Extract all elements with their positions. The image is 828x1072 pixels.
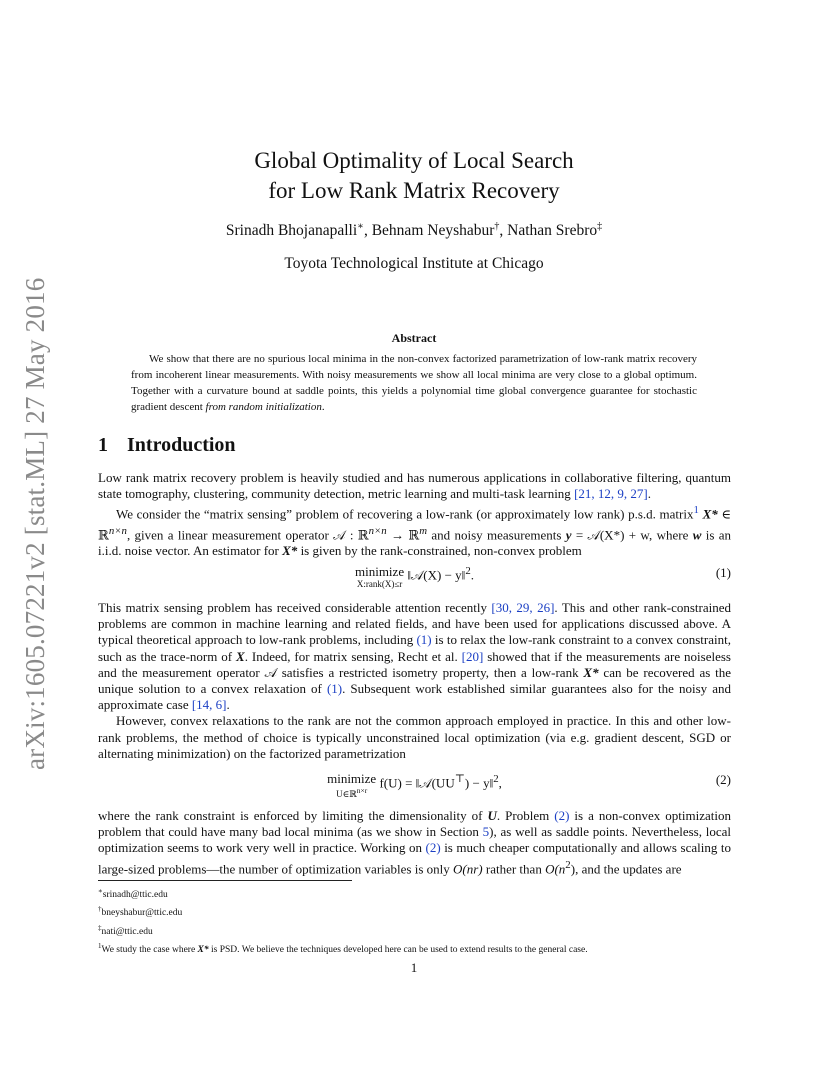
paragraph: However, convex relaxations to the rank are not the common approach employed in practice. In this and other low-rank problems, the method of choice is typically unconstrained local optimization (via e.g. gradient descent, SGD or alternating minimization) on the factorized parametrization [98, 713, 731, 761]
footnote: †bneyshabur@ttic.edu [98, 905, 183, 919]
section-ref-link[interactable]: 5 [482, 824, 490, 840]
intro-text-block-2 [98, 600, 731, 762]
equation-ref-link[interactable]: (1) [416, 632, 432, 648]
paper-title-line-2: for Low Rank Matrix Recovery [268, 178, 560, 203]
paper-title-line-1: Global Optimality of Local Search [254, 148, 574, 173]
equation-ref-link[interactable]: (1) [326, 681, 343, 697]
intro-text-block-3 [98, 808, 731, 877]
intro-text-block-1 [98, 470, 731, 560]
paragraph: Low rank matrix recovery problem is heavily studied and has numerous applications in collaborative filtering, quantum state tomography, clustering, community detection, metric learning and multi-task learning [21, 12, 9, 27]. [98, 470, 731, 502]
equation-number: (2) [715, 772, 731, 787]
footnotes [98, 884, 731, 957]
equation-number: (1) [715, 565, 731, 580]
author-mark: † [494, 221, 500, 232]
section-title: Introduction [127, 434, 236, 456]
author-mark: ‡ [597, 221, 603, 232]
paragraph: We consider the “matrix sensing” problem of recovering a low-rank (or approximately low rank) p.s.d. matrix$^1$ X* ∈ ℝ$^{n\times n}$, given a linear measurement operator 𝒜 : ℝ$^{n\times n}$ → ℝ$^m$ and noisy measurements y = 𝒜(X*) + w, where w is an i.i.d. noise vector. An estimator for X* is given by the rank-constrained, non-convex problem [98, 504, 732, 559]
abstract-body: We show that there are no spurious local minima in the non-convex factorized parametrization of low-rank matrix recovery from incoherent linear measurements. With noisy measurements we show all local minima are very close to a global optimum. Together with a curvature bound at saddle points, this yields a polynomial time global convergence guarantee for stochastic gradient descent from random initialization. [131, 353, 697, 413]
equation-ref-link[interactable]: (2) [425, 840, 441, 856]
affiliation: Toyota Technological Institute at Chicago [284, 255, 544, 272]
footnote-rule [98, 880, 352, 881]
section-number: 1 [98, 434, 108, 456]
footnote: ∗srinadh@ttic.edu [98, 887, 168, 901]
section-heading [98, 434, 236, 457]
author-list: Srinadh Bhojanapalli∗, Behnam Neyshabur†, Nathan Srebro‡ [225, 221, 603, 240]
author-mark: ∗ [357, 221, 364, 232]
footnote-link[interactable]: 1 [693, 504, 699, 517]
paragraph: This matrix sensing problem has received considerable attention recently [30, 29, 26]. This and other rank-constrained problems are common in machine learning and related fields, and have been used for applications discussed above. A typical theoretical approach to low-rank problems, including (1) is to relax the low-rank constraint to a convex constraint, such as the trace-norm of X. Indeed, for matrix sensing, Recht et al. [20] showed that if the measurements are noiseless and the measurement operator 𝒜 satisfies a restricted isometry property, then a low-rank X* can be recovered as the unique solution to a convex relaxation of (1). Subsequent work established similar guarantees also for the noisy and approximate case [14, 6]. [98, 600, 732, 713]
author-name: Srinadh Bhojanapalli [225, 222, 358, 240]
footnote: $^1$We study the case where X* is PSD. We believe the techniques developed here can be used to extend results to the general case. [98, 942, 588, 956]
citation-link[interactable]: [30, 29, 26] [491, 600, 555, 615]
abstract-heading: Abstract [391, 331, 437, 345]
author-name: Behnam Neyshabur [371, 222, 495, 240]
citation-link[interactable]: [21, 12, 9, 27] [574, 486, 648, 502]
paper-page: arXiv:1605.07221v2 [stat.ML] 27 May 2016 Global Optimality of Local Search for Low Rank Matrix Recovery Srinadh Bhojanapalli∗, Behnam Neyshabur†, Nathan Srebro‡ Toyota Technological Institute at Chicago Abstract We show that there are no spurious local minima in the non-convex factorized parametrization of low-rank matrix recovery from incoherent linear measurements. With noisy measurements we show all local minima are very close to a global optimum. Together with a curvature bound at saddle points, this yields a polynomial time global convergence guarantee for stochastic gradient descent from random initialization. 1 Introduction Low rank matrix recovery problem is heavily studied and has numerous applications in collaborative filtering, quantum state tomography, clustering, community detection, metric learning and multi-task learning [21, 12, 9, 27]. We consider the “matrix sensing” problem of recovering a low-rank (or approximately low rank) p.s.d. matrix$^1$ X* ∈ ℝ$^{n\times n}$, given a linear measurement operator 𝒜 : ℝ$^{n\times n}$ → ℝ$^m$ and noisy measurements y = 𝒜(X*) + w, where w is an i.i.d. noise vector. An estimator for X* is given by the rank-constrained, non-convex problem minimize X:rank(X)≤r ‖𝒜(X) − y‖$^2$. (1) This matrix sensing problem has received considerable attention recently [30, 29, 26]. This and other rank-constrained problems are common in machine learning and related fields, and have been used for applications discussed above. A typical theoretical approach to low-rank problems, including (1) is to relax the low-rank constraint to a convex constraint, such as the trace-norm of X. Indeed, for matrix sensing, Recht et al. [20] showed that if the measurements are noiseless and the measurement operator 𝒜 satisfies a restricted isometry property, then a low-rank X* can be recovered as the unique solution to a convex relaxation of (1). Subsequent work established similar guarantees also for the noisy and approximate case [14, 6]. However, convex relaxations to the rank are not the common approach employed in practice. In this and other low-rank problems, the method of choice is typically unconstrained local optimization (via e.g. gradient descent, SGD or alternating minimization) on the factorized parametrization minimize U∈ℝ$^{n\times r}$ f(U) = ‖𝒜(UU⊤) − y‖$^2$, (2) where the rank constraint is enforced by limiting the dimensionality of U. Problem (2) is a non-convex optimization problem that could have many bad local minima (as we show in Section 5), as well as saddle points. Nevertheless, local optimization seems to work very well in practice. Working on (2) is much cheaper computationally and allows scaling to large-sized problems—the number of optimization variables is only O(nr) rather than $O(n^2)$, and the updates are ∗srinadh@ttic.edu †bneyshabur@ttic.edu ‡nati@ttic.edu $^1$We study the case where X* is PSD. We believe the techniques developed here can be used to extend results to the general case. 1 [0, 0, 828, 1072]
arxiv-margin-stamp: arXiv:1605.07221v2 [stat.ML] 27 May 2016 [20, 277, 50, 770]
author-name: Nathan Srebro [507, 222, 598, 240]
citation-link[interactable]: [20] [461, 648, 484, 664]
page-number: 1 [410, 960, 418, 975]
paragraph: where the rank constraint is enforced by limiting the dimensionality of U. Problem (2) is a non-convex optimization problem that could have many bad local minima (as we show in Section 5), as well as saddle points. Nevertheless, local optimization seems to work very well in practice. Working on (2) is much cheaper computationally and allows scaling to large-sized problems—the number of optimization variables is only O(nr) rather than $O(n^2)$, and the updates are [98, 808, 732, 876]
citation-link[interactable]: [14, 6] [191, 697, 227, 713]
footnote: ‡nati@ttic.edu [98, 923, 153, 937]
equation-ref-link[interactable]: (2) [554, 808, 570, 823]
